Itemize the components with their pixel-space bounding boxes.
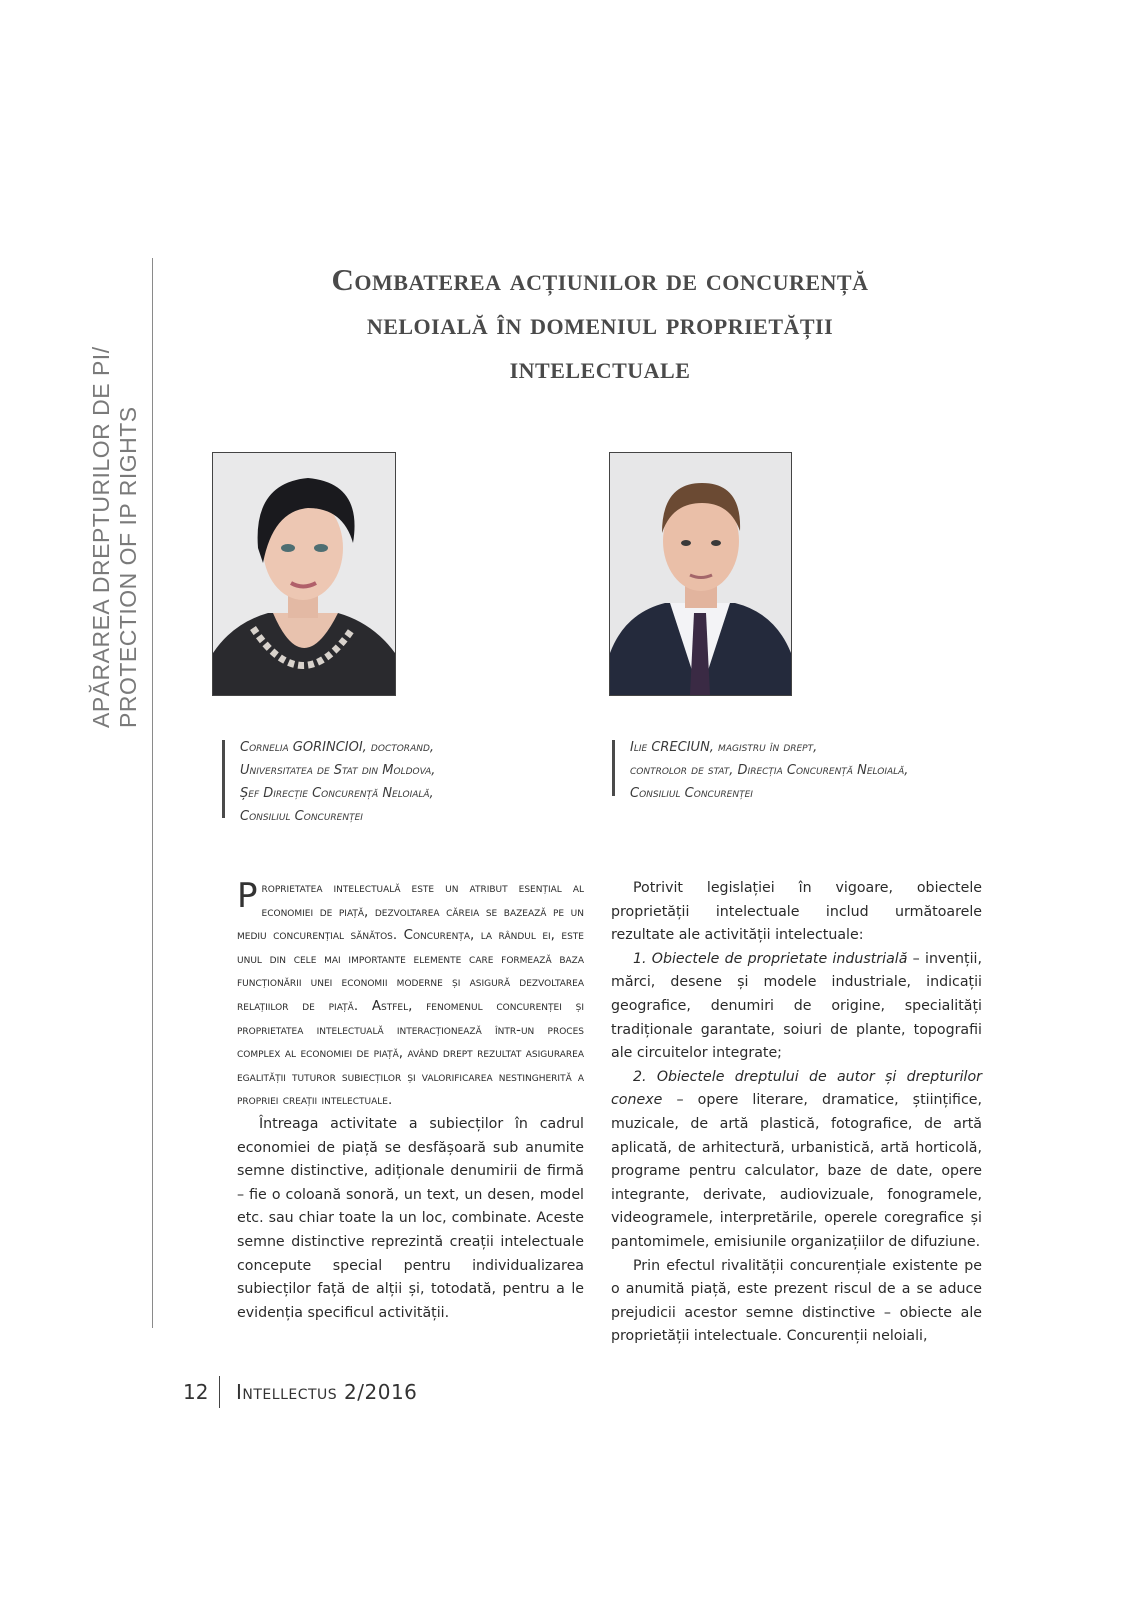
author-name-line: Cornelia GORINCIOI, doctorand, bbox=[240, 740, 435, 755]
list-item-text: – invenții, mărci, desene și modele industriale, indicații geografice, denumiri de origine, specialități tradiționale garantate, soiuri de plante, topografii ale circuitelor integrate; bbox=[611, 950, 983, 1062]
list-item-text: – opere literare, dramatice, științifice, muzicale, de artă plastică, fotografice, de artă aplicată, de arhitectură, urbanistică, artă horticolă, programe pentru calculator, baze de date, opere integrante, derivate, audiovizuale, fonogramele, videogramele, interpretările, operele coregrafice și pantomimele, emisiunile organizațiilor de difuziune. bbox=[611, 1092, 982, 1250]
section-label-ro: APĂRAREA DREPTURILOR DE PI/ bbox=[88, 346, 114, 728]
author-accent-bar bbox=[612, 740, 615, 796]
body-paragraph: Prin efectul rivalității concurențiale existente pe o anumită piață, este prezent riscul de a se aduce prejudicii acestor semne distinctive – obiecte ale proprietății intelectuale. Concurenții neloiali, bbox=[611, 1257, 982, 1345]
author-affiliation-line: Șef Direcție Concurență Neloială, bbox=[240, 786, 434, 801]
article-title bbox=[200, 258, 1000, 390]
magazine-issue: Intellectus 2/2016 bbox=[236, 1380, 418, 1404]
page-number: 12 bbox=[183, 1380, 209, 1404]
lead-text: roprietatea intelectuală este un atribut esențial al economiei de piață, dezvoltarea căreia se bazează pe un mediu concurențial sănătos. Concurența, la rândul ei, este unul din cele mai importante elemente care formează baza funcționării unei economii moderne și asigură dezvoltarea relațiilor de piață. Astfel, fenomenul concurenței și proprietatea intelectuală interacționează într-un proces complex al economiei de piață, având drept rezultat asigurarea egalității tuturor subiecților și valorificarea nestingherită a propriei creații intelectuale. bbox=[237, 881, 584, 1109]
body-column-right bbox=[611, 877, 982, 1349]
author-photo-woman bbox=[212, 452, 396, 696]
author-photo-man bbox=[609, 452, 792, 696]
author-affiliation-1 bbox=[240, 736, 560, 828]
body-paragraph bbox=[611, 1066, 982, 1255]
author-accent-bar bbox=[222, 740, 225, 818]
drop-cap: P bbox=[237, 876, 258, 916]
article-title-line: neloială în domeniul proprietății bbox=[366, 306, 834, 341]
article-title-line: Combaterea acțiunilor de concurență bbox=[331, 262, 869, 297]
author-affiliation-2 bbox=[630, 736, 990, 805]
lead-paragraph bbox=[237, 877, 584, 1113]
author-name-line: Ilie CRECIUN, magistru în drept, bbox=[630, 740, 818, 755]
article-title-line: intelectuale bbox=[509, 350, 691, 385]
body-column-left bbox=[237, 877, 584, 1325]
sidebar-divider bbox=[152, 258, 153, 1328]
list-item-heading: 1. Obiectele de proprietate industrială bbox=[633, 950, 908, 967]
body-paragraph: Întreaga activitate a subiecților în cadrul economiei de piață se desfășoară sub anumite semne distinctive, adiționale denumirii de firmă – fie o coloană sonoră, un text, un desen, model etc. sau chiar toate la un loc, combinate. Aceste semne distinctive reprezintă creații intelectuale concepute special pentru individualizarea subiecților față de alții și, totodată, pentru a le evidenția specificul activității. bbox=[237, 1115, 584, 1321]
section-label-en: PROTECTION OF IP RIGHTS bbox=[115, 406, 141, 728]
body-paragraph: Potrivit legislației în vigoare, obiectele proprietății intelectuale includ următoarele rezultate ale activității intelectuale: bbox=[611, 880, 982, 944]
author-affiliation-line: Consiliul Concurenței bbox=[630, 786, 753, 801]
list-item-heading: 2. Obiectele dreptului de autor și drepturilor conexe bbox=[611, 1068, 982, 1109]
author-affiliation-line: controlor de stat, Direcția Concurență Neloială, bbox=[630, 763, 909, 778]
author-affiliation-line: Universitatea de Stat din Moldova, bbox=[240, 763, 436, 778]
footer-divider bbox=[219, 1376, 220, 1408]
body-paragraph bbox=[611, 948, 982, 1066]
author-affiliation-line: Consiliul Concurenței bbox=[240, 809, 363, 824]
section-label bbox=[88, 258, 148, 728]
